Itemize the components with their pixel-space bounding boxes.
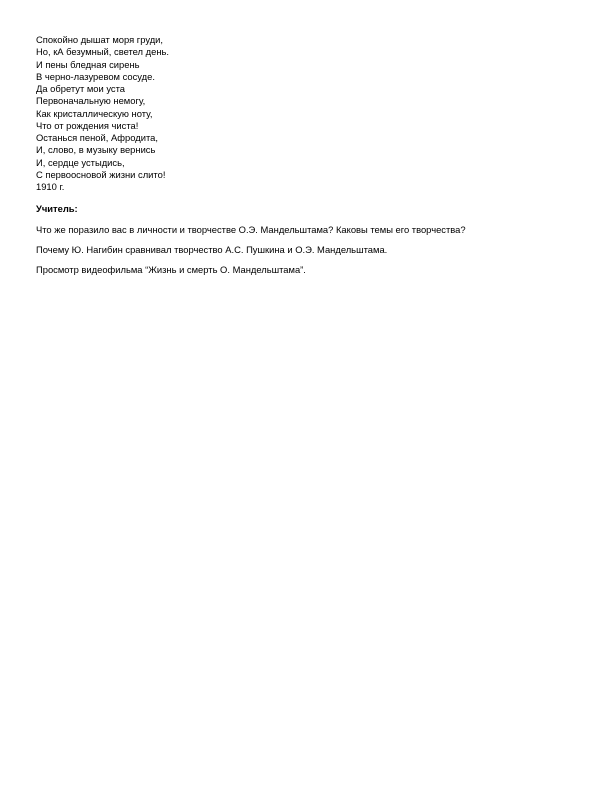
poem-line: И, слово, в музыку вернись [36,144,156,156]
document-page [36,34,576,276]
poem-line: Первоначальную немогу, [36,95,146,107]
poem-line: В черно-лазуревом сосуде. [36,70,155,82]
poem-date: 1910 г. [36,181,65,192]
poem-line: Как кристаллическую ноту, [36,107,153,119]
poem-line: И, сердце устыдись, [36,156,125,168]
film-viewing-note: Просмотр видеофильма “Жизнь и смерть О. Мандельштама”. [36,264,306,276]
poem-line: И пены бледная сирень [36,58,140,70]
poem-line: Останься пеной, Афродита, [36,132,158,143]
poem-line: С первоосновой жизни слито! [36,168,166,180]
poem [36,34,576,193]
poem-line: Спокойно дышат моря груди, [36,34,164,45]
teacher-question-themes: Что же поразило вас в личности и творчестве О.Э. Мандельштама? Каковы темы его творчества? [36,224,466,236]
poem-line: Да обретут мои уста [36,83,126,94]
teacher-question-comparison: Почему Ю. Нагибин сравнивал творчество А.С. Пушкина и О.Э. Мандельштама. [36,244,388,256]
teacher-heading: Учитель: [36,203,78,215]
poem-line: Но, кА безумный, светел день. [36,46,169,58]
poem-line: Что от рождения чиста! [36,119,139,131]
